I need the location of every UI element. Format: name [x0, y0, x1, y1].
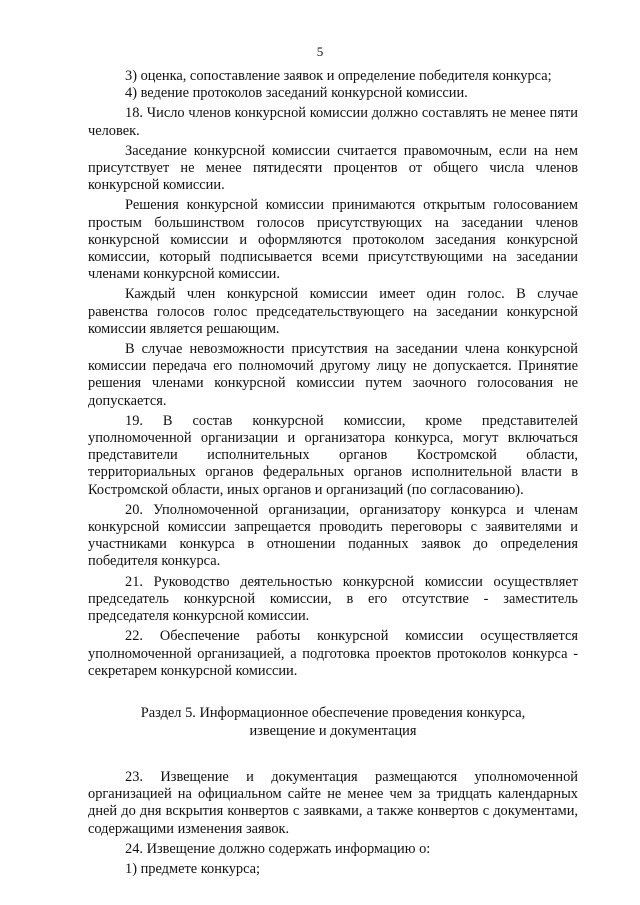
- section-heading: [88, 704, 578, 740]
- paragraph-decisions: Решения конкурсной комиссии принимаются открытым голосованием простым большинством голосов присутствующих на заседании членов конкурсной комиссии и оформляются протоколом заседания конкурсной комиссии, который подписывается всеми присутствующими на заседании членами конкурсной комиссии.: [88, 197, 578, 283]
- paragraph-24: 24. Извещение должно содержать информацию о:: [125, 840, 431, 857]
- paragraph-item-3: 3) оценка, сопоставление заявок и определение победителя конкурса;: [125, 68, 552, 84]
- paragraph-21: 21. Руководство деятельностью конкурсной комиссии осуществляет председатель конкурсной комиссии, в его отсутствие - заместитель председателя конкурсной комиссии.: [88, 573, 578, 625]
- paragraph-22: 22. Обеспечение работы конкурсной комиссии осуществляется уполномоченной организацией, а подготовка проектов протоколов конкурса - секретарем конкурсной комиссии.: [88, 628, 578, 679]
- paragraph-19: 19. В состав конкурсной комиссии, кроме представителей уполномоченной организации и организатора конкурса, могут включаться представители исполнительных органов Костромской области, территориальных органов федеральных органов исполнительной власти в Костромской области, иных органов и организаций (по согласованию).: [88, 412, 578, 498]
- paragraph-item-4: 4) ведение протоколов заседаний конкурсной комиссии.: [125, 85, 468, 102]
- section-heading-line-1: Раздел 5. Информационное обеспечение проведения конкурса,: [140, 704, 526, 721]
- paragraph-item-1: 1) предмете конкурса;: [125, 860, 261, 877]
- page-number: 5: [316, 44, 324, 59]
- document-body: [88, 68, 578, 878]
- paragraph-meeting-quorum: Заседание конкурсной комиссии считается правомочным, если на нем присутствует не менее пятидесяти процентов от общего числа членов конкурсной комиссии.: [88, 142, 578, 194]
- paragraph-18: 18. Число членов конкурсной комиссии должно составлять не менее пяти человек.: [88, 105, 578, 139]
- section-heading-line-2: извещение и документация: [249, 722, 417, 739]
- paragraph-23: 23. Извещение и документация размещаются уполномоченной организацией на официальном сайте не менее чем за тридцать календарных дней до дня вскрытия конвертов с заявками, а также конвертов с документами, содержащими изменения заявок.: [88, 768, 578, 837]
- paragraph-20: 20. Уполномоченной организации, организатору конкурса и членам конкурсной комиссии запрещается проводить переговоры с заявителями и участниками конкурса в отношении поданных заявок до определения победителя конкурса.: [88, 501, 578, 570]
- paragraph-absence: В случае невозможности присутствия на заседании члена конкурсной комиссии передача его полномочий другому лицу не допускается. Принятие решения членами конкурсной комиссии путем заочного голосования не допускается.: [88, 341, 578, 409]
- paragraph-votes: Каждый член конкурсной комиссии имеет один голос. В случае равенства голосов голос председательствующего на заседании конкурсной комиссии является решающим.: [88, 286, 578, 337]
